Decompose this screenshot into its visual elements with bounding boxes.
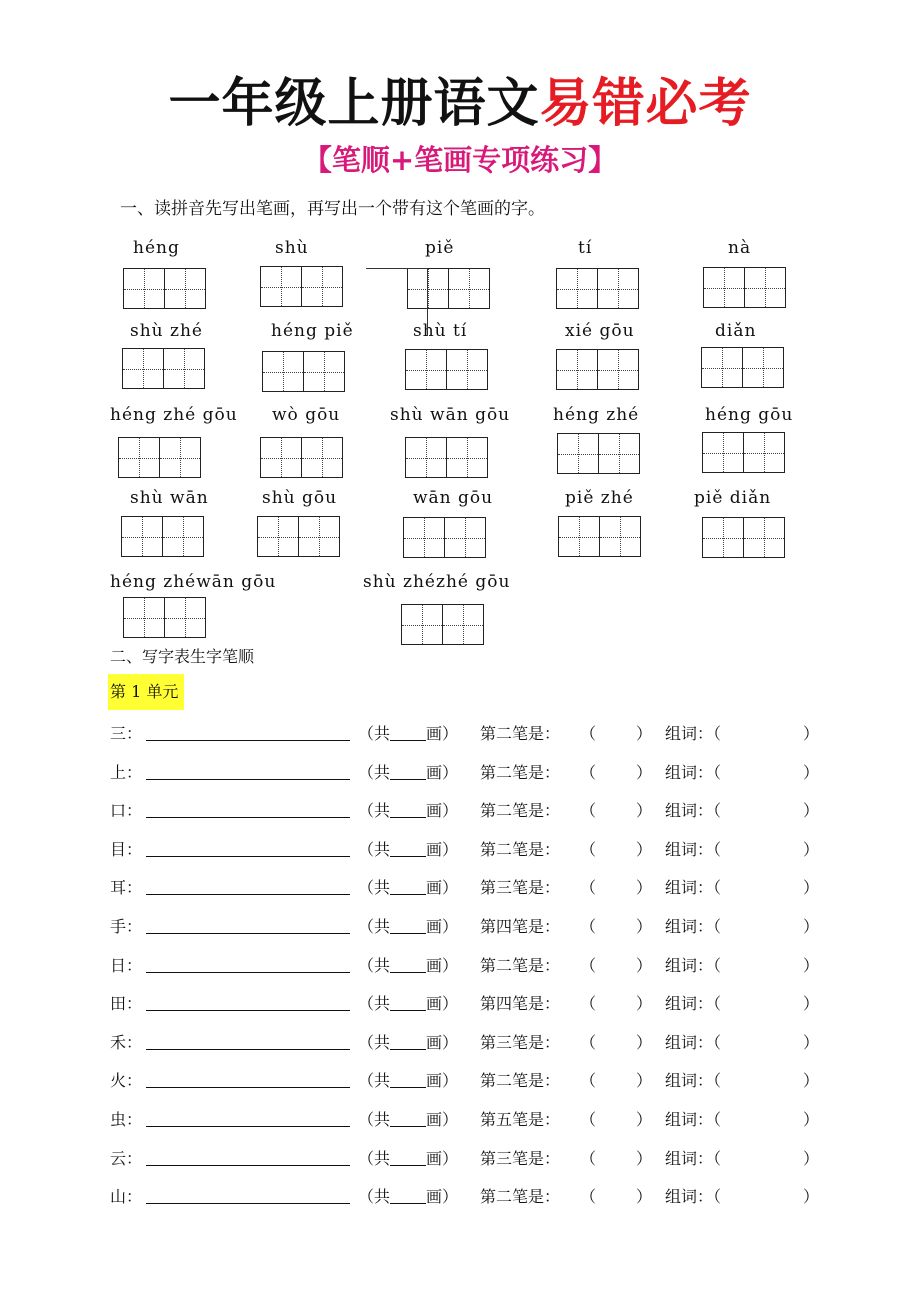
writing-grid[interactable] <box>121 516 204 557</box>
count-open: （共 <box>358 801 391 821</box>
character-label: 火： <box>110 1071 143 1091</box>
character-label: 上： <box>110 762 143 782</box>
stroke-count-blank[interactable] <box>390 1071 426 1088</box>
character-label: 手： <box>110 917 143 936</box>
writing-cell[interactable] <box>164 269 205 308</box>
stroke-order-blank[interactable] <box>146 1165 350 1166</box>
count-close: 画） <box>426 1110 459 1129</box>
writing-cell[interactable] <box>742 348 783 387</box>
writing-grid[interactable] <box>703 267 786 308</box>
answer-open-paren[interactable]: （ <box>580 1110 597 1129</box>
word-label[interactable]: 组词：（ <box>665 1110 722 1129</box>
count-close: 画） <box>426 801 459 821</box>
count-close: 画） <box>426 994 459 1014</box>
stroke-count-blank[interactable] <box>390 878 426 895</box>
answer-close-paren: ） <box>636 1148 653 1168</box>
word-close-paren: ） <box>803 1071 820 1091</box>
count-close: 画） <box>426 878 459 898</box>
writing-grid[interactable] <box>257 516 340 557</box>
stroke-order-row <box>110 954 830 978</box>
answer-close-paren: ） <box>636 1032 653 1052</box>
writing-cell[interactable] <box>599 517 640 556</box>
count-open: （共 <box>358 1148 391 1168</box>
count-close: 画） <box>426 1071 459 1091</box>
word-label[interactable]: 组词：（ <box>665 917 722 936</box>
stroke-order-blank[interactable] <box>146 972 350 973</box>
writing-cell[interactable] <box>703 433 743 472</box>
stroke-count <box>358 761 458 785</box>
character-label: 山： <box>110 1187 143 1207</box>
word-label[interactable]: 组词：（ <box>665 994 722 1014</box>
stroke-order-question: 第四笔是： <box>480 994 561 1014</box>
writing-cell[interactable] <box>406 438 446 477</box>
stroke-count-blank[interactable] <box>390 1033 426 1050</box>
writing-cell[interactable] <box>123 349 163 388</box>
stroke-order-row <box>110 799 830 823</box>
character-label: 三： <box>110 724 143 743</box>
stroke-pinyin: héng zhé gōu <box>110 405 238 425</box>
count-open: （共 <box>358 1110 391 1129</box>
stroke-count-blank[interactable] <box>390 840 426 857</box>
stroke-pinyin: nà <box>728 238 752 258</box>
answer-open-paren[interactable]: （ <box>580 762 597 782</box>
answer-close-paren: ） <box>636 1071 653 1091</box>
stroke-count-blank[interactable] <box>390 994 426 1011</box>
writing-cell[interactable] <box>559 517 599 556</box>
writing-grid[interactable] <box>702 517 785 558</box>
word-close-paren: ） <box>803 1187 820 1207</box>
stroke-order-blank[interactable] <box>146 779 350 780</box>
writing-cell[interactable] <box>163 349 204 388</box>
writing-grid[interactable] <box>556 268 639 309</box>
count-open: （共 <box>358 762 391 782</box>
title-part-red: 易错必考 <box>539 74 752 134</box>
writing-cell[interactable] <box>557 350 597 389</box>
stroke-order-row <box>110 992 830 1016</box>
stroke-pinyin: shù wān <box>130 488 209 508</box>
count-open: （共 <box>358 917 391 936</box>
writing-cell[interactable] <box>442 605 483 644</box>
answer-close-paren: ） <box>636 878 653 898</box>
stroke-count-blank[interactable] <box>390 724 426 741</box>
writing-cell[interactable] <box>301 267 342 306</box>
stray-line-horizontal <box>366 268 428 269</box>
stroke-order-row <box>110 761 830 785</box>
stroke-count <box>358 954 458 978</box>
stroke-count <box>358 876 458 900</box>
stroke-pinyin: shù zhé <box>130 321 203 341</box>
stroke-pinyin: piě <box>425 238 455 258</box>
count-open: （共 <box>358 1071 391 1091</box>
writing-cell[interactable] <box>446 438 487 477</box>
count-open: （共 <box>358 724 391 743</box>
writing-grid[interactable] <box>403 517 486 558</box>
stroke-pinyin: héng <box>133 238 180 258</box>
stroke-pinyin: piě zhé <box>565 488 634 508</box>
writing-cell[interactable] <box>448 269 489 308</box>
answer-open-paren[interactable]: （ <box>580 801 597 821</box>
writing-cell[interactable] <box>404 518 444 557</box>
writing-cell[interactable] <box>557 269 597 308</box>
word-close-paren: ） <box>803 762 820 782</box>
stroke-order-question: 第五笔是： <box>480 1110 561 1129</box>
answer-open-paren[interactable]: （ <box>580 1071 597 1091</box>
unit-label: 第 1 单元 <box>108 674 184 710</box>
writing-cell[interactable] <box>743 433 784 472</box>
writing-cell[interactable] <box>446 350 487 389</box>
answer-open-paren[interactable]: （ <box>580 1148 597 1168</box>
writing-grid[interactable] <box>405 437 488 478</box>
title-part-black: 一年级上册语文 <box>168 74 540 134</box>
count-open: （共 <box>358 1187 391 1207</box>
answer-open-paren[interactable]: （ <box>580 1187 597 1207</box>
stroke-order-question: 第二笔是： <box>480 724 561 743</box>
stroke-order-blank[interactable] <box>146 933 350 934</box>
writing-cell[interactable] <box>261 267 301 306</box>
writing-cell[interactable] <box>704 268 744 307</box>
stroke-count <box>358 722 458 746</box>
answer-close-paren: ） <box>636 1187 653 1207</box>
stroke-order-row <box>110 1069 830 1093</box>
answer-open-paren[interactable]: （ <box>580 917 597 936</box>
stroke-count-blank[interactable] <box>390 1187 426 1204</box>
stroke-pinyin: tí <box>578 238 593 258</box>
stroke-count <box>358 1108 458 1132</box>
stroke-order-question: 第三笔是： <box>480 1032 561 1052</box>
stroke-count-blank[interactable] <box>390 917 426 934</box>
stroke-order-row <box>110 1031 830 1055</box>
stroke-pinyin: shù wān gōu <box>390 405 511 425</box>
stroke-order-question: 第二笔是： <box>480 762 561 782</box>
stroke-count-blank[interactable] <box>390 956 426 973</box>
character-label: 口： <box>110 801 143 821</box>
stroke-pinyin: wò gōu <box>272 405 341 425</box>
answer-close-paren: ） <box>636 994 653 1014</box>
word-close-paren: ） <box>803 839 820 859</box>
writing-cell[interactable] <box>263 352 303 391</box>
writing-grid[interactable] <box>557 433 640 474</box>
writing-cell[interactable] <box>444 518 485 557</box>
stroke-order-blank[interactable] <box>146 1203 350 1204</box>
character-label: 目： <box>110 839 143 859</box>
writing-cell[interactable] <box>408 269 448 308</box>
stroke-pinyin: héng zhé <box>553 405 640 425</box>
count-close: 画） <box>426 1148 459 1168</box>
answer-close-paren: ） <box>636 1110 653 1129</box>
writing-grid[interactable] <box>401 604 484 645</box>
answer-open-paren[interactable]: （ <box>580 994 597 1014</box>
count-close: 画） <box>426 1187 459 1207</box>
stroke-order-blank[interactable] <box>146 1010 350 1011</box>
writing-cell[interactable] <box>406 350 446 389</box>
word-close-paren: ） <box>803 1148 820 1168</box>
writing-cell[interactable] <box>703 518 743 557</box>
stroke-order-question: 第三笔是： <box>480 1148 561 1168</box>
count-open: （共 <box>358 955 391 975</box>
stroke-order-row <box>110 838 830 862</box>
answer-open-paren[interactable]: （ <box>580 878 597 898</box>
stroke-pinyin: héng piě <box>271 321 354 341</box>
stroke-count <box>358 1147 458 1171</box>
writing-grid[interactable] <box>262 351 345 392</box>
stroke-count-blank[interactable] <box>390 1110 426 1127</box>
stroke-order-question: 第二笔是： <box>480 801 561 821</box>
answer-close-paren: ） <box>636 917 653 936</box>
stroke-count-blank[interactable] <box>390 1149 426 1166</box>
section2-instruction: 二、写字表生字笔顺 <box>110 647 255 666</box>
stroke-order-row <box>110 876 830 900</box>
count-close: 画） <box>426 724 459 743</box>
character-label: 禾： <box>110 1032 143 1052</box>
word-label[interactable]: 组词：（ <box>665 1148 722 1168</box>
writing-grid[interactable] <box>558 516 641 557</box>
stroke-order-question: 第二笔是： <box>480 1071 561 1091</box>
word-label[interactable]: 组词：（ <box>665 724 722 743</box>
writing-cell[interactable] <box>258 517 298 556</box>
stroke-order-blank[interactable] <box>146 817 350 818</box>
stroke-pinyin: shù gōu <box>262 488 338 508</box>
writing-cell[interactable] <box>303 352 344 391</box>
count-open: （共 <box>358 994 391 1014</box>
word-close-paren: ） <box>803 878 820 898</box>
stroke-order-row <box>110 1108 830 1132</box>
stroke-count <box>358 799 458 823</box>
stroke-pinyin: shù zhézhé gōu <box>363 572 511 592</box>
writing-cell[interactable] <box>702 348 742 387</box>
writing-cell[interactable] <box>162 517 203 556</box>
word-label[interactable]: 组词：（ <box>665 839 722 859</box>
answer-open-paren[interactable]: （ <box>580 1032 597 1052</box>
count-open: （共 <box>358 1032 391 1052</box>
writing-cell[interactable] <box>558 434 598 473</box>
stroke-order-question: 第二笔是： <box>480 839 561 859</box>
writing-grid[interactable] <box>556 349 639 390</box>
answer-close-paren: ） <box>636 955 653 975</box>
stroke-order-blank[interactable] <box>146 1087 350 1088</box>
count-close: 画） <box>426 839 459 859</box>
count-open: （共 <box>358 878 391 898</box>
character-label: 耳： <box>110 878 143 898</box>
character-label: 虫： <box>110 1110 143 1129</box>
stroke-pinyin: piě diǎn <box>694 488 772 508</box>
writing-grid[interactable] <box>405 349 488 390</box>
stroke-count <box>358 838 458 862</box>
writing-grid[interactable] <box>122 348 205 389</box>
writing-cell[interactable] <box>261 438 301 477</box>
stroke-count <box>358 992 458 1016</box>
writing-grid[interactable] <box>260 437 343 478</box>
writing-cell[interactable] <box>119 438 159 477</box>
writing-cell[interactable] <box>301 438 342 477</box>
writing-cell[interactable] <box>744 268 785 307</box>
stroke-order-question: 第三笔是： <box>480 878 561 898</box>
stray-line-vertical <box>427 268 428 336</box>
count-close: 画） <box>426 955 459 975</box>
word-label[interactable]: 组词：（ <box>665 1071 722 1091</box>
stroke-order-blank[interactable] <box>146 740 350 741</box>
writing-grid[interactable] <box>407 268 490 309</box>
stroke-order-blank[interactable] <box>146 856 350 857</box>
stroke-order-row <box>110 1185 830 1209</box>
writing-cell[interactable] <box>402 605 442 644</box>
writing-cell[interactable] <box>124 598 164 637</box>
word-label[interactable]: 组词：（ <box>665 762 722 782</box>
answer-open-paren[interactable]: （ <box>580 724 597 743</box>
word-label[interactable]: 组词：（ <box>665 1032 722 1052</box>
writing-grid[interactable] <box>123 597 206 638</box>
stroke-count <box>358 915 458 939</box>
word-close-paren: ） <box>803 724 820 743</box>
stroke-pinyin: shù tí <box>413 321 468 341</box>
count-open: （共 <box>358 839 391 859</box>
stroke-order-blank[interactable] <box>146 1049 350 1050</box>
writing-cell[interactable] <box>597 269 638 308</box>
section1-instruction: 一、读拼音先写出笔画，再写出一个带有这个笔画的字。 <box>120 199 545 219</box>
word-label[interactable]: 组词：（ <box>665 878 722 898</box>
stroke-count <box>358 1185 458 1209</box>
count-close: 画） <box>426 762 459 782</box>
answer-close-paren: ） <box>636 801 653 821</box>
writing-cell[interactable] <box>298 517 339 556</box>
stroke-pinyin: wān gōu <box>413 488 494 508</box>
stroke-order-blank[interactable] <box>146 1126 350 1127</box>
answer-close-paren: ） <box>636 762 653 782</box>
word-label[interactable]: 组词：（ <box>665 955 722 975</box>
writing-grid[interactable] <box>701 347 784 388</box>
stroke-pinyin: shù <box>275 238 309 258</box>
stroke-pinyin: xié gōu <box>565 321 635 341</box>
count-close: 画） <box>426 1032 459 1052</box>
writing-grid[interactable] <box>702 432 785 473</box>
writing-cell[interactable] <box>124 269 164 308</box>
word-close-paren: ） <box>803 917 820 936</box>
word-close-paren: ） <box>803 955 820 975</box>
stroke-order-question: 第四笔是： <box>480 917 561 936</box>
stroke-order-question: 第二笔是： <box>480 1187 561 1207</box>
word-close-paren: ） <box>803 994 820 1014</box>
writing-grid[interactable] <box>260 266 343 307</box>
stroke-count <box>358 1031 458 1055</box>
stroke-order-row <box>110 915 830 939</box>
writing-cell[interactable] <box>597 350 638 389</box>
stroke-count-blank[interactable] <box>390 763 426 780</box>
character-label: 日： <box>110 955 143 975</box>
count-close: 画） <box>426 917 459 936</box>
stroke-pinyin: héng gōu <box>705 405 794 425</box>
stroke-count-blank[interactable] <box>390 801 426 818</box>
word-close-paren: ） <box>803 1110 820 1129</box>
stroke-order-row <box>110 722 830 746</box>
writing-cell[interactable] <box>122 517 162 556</box>
writing-cell[interactable] <box>164 598 205 637</box>
stroke-pinyin: héng zhéwān gōu <box>110 572 277 592</box>
writing-cell[interactable] <box>159 438 200 477</box>
writing-grid[interactable] <box>118 437 201 478</box>
stroke-order-question: 第二笔是： <box>480 955 561 975</box>
stroke-pinyin: diǎn <box>715 321 757 341</box>
stroke-count <box>358 1069 458 1093</box>
writing-grid[interactable] <box>123 268 206 309</box>
character-label: 云： <box>110 1148 143 1168</box>
writing-cell[interactable] <box>743 518 784 557</box>
answer-close-paren: ） <box>636 839 653 859</box>
word-close-paren: ） <box>803 801 820 821</box>
answer-close-paren: ） <box>636 724 653 743</box>
page-title <box>0 72 920 136</box>
answer-open-paren[interactable]: （ <box>580 955 597 975</box>
word-label[interactable]: 组词：（ <box>665 801 722 821</box>
answer-open-paren[interactable]: （ <box>580 839 597 859</box>
character-label: 田： <box>110 994 143 1014</box>
stroke-order-blank[interactable] <box>146 894 350 895</box>
writing-cell[interactable] <box>598 434 639 473</box>
stroke-order-row <box>110 1147 830 1171</box>
page-subtitle: 【笔顺+笔画专项练习】 <box>302 143 618 177</box>
word-close-paren: ） <box>803 1032 820 1052</box>
word-label[interactable]: 组词：（ <box>665 1187 722 1207</box>
